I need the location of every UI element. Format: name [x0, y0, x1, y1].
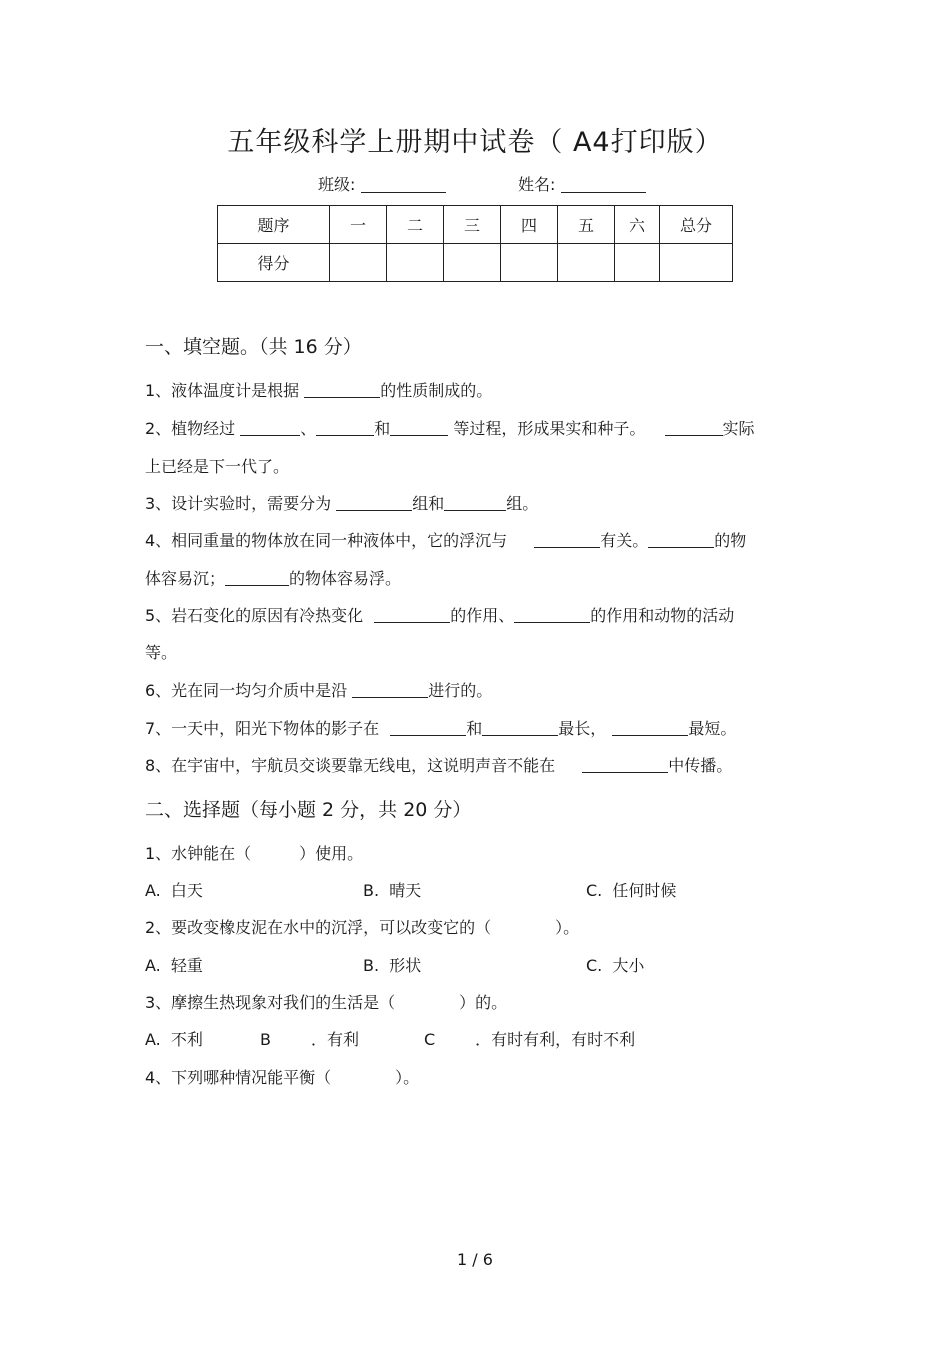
option-text: ．有利	[310, 1030, 359, 1049]
q-text: 和	[374, 419, 391, 438]
choice-option-b[interactable]	[260, 1027, 359, 1050]
q-text: 3、设计实验时，需要分为	[145, 494, 337, 513]
score-cell: 得分	[218, 244, 330, 282]
score-cell: 一	[330, 206, 387, 244]
class-label: 班级:	[318, 175, 356, 194]
score-input-cell[interactable]	[330, 244, 387, 282]
choice-question-4: 4、下列哪种情况能平衡（ ）。	[145, 1068, 420, 1087]
score-cell: 六	[615, 206, 660, 244]
section1-heading: 一、填空题。（共 16 分）	[145, 336, 362, 358]
q-text: 的物	[714, 531, 747, 550]
score-cell: 四	[501, 206, 558, 244]
q-text: 体容易沉；	[145, 569, 226, 588]
answer-blank[interactable]	[582, 755, 668, 773]
option-text: ．有时有利，有时不利	[475, 1030, 636, 1049]
score-input-cell[interactable]	[615, 244, 660, 282]
class-field	[318, 172, 446, 195]
answer-blank[interactable]	[316, 418, 374, 436]
score-input-cell[interactable]	[558, 244, 615, 282]
name-field	[518, 172, 646, 195]
q-text: 6、光在同一均匀介质中是沿	[145, 681, 353, 700]
option-letter: B	[260, 1030, 271, 1049]
q-text: 组。	[506, 494, 539, 513]
q-text: 和	[466, 719, 483, 738]
score-table	[217, 205, 733, 282]
name-blank[interactable]	[561, 174, 646, 193]
fill-question-5-cont: 等。	[145, 643, 178, 662]
score-cell: 三	[444, 206, 501, 244]
section2-heading: 二、选择题（每小题 2 分，共 20 分）	[145, 799, 472, 821]
answer-blank[interactable]	[534, 530, 600, 548]
q-text: 的性质制成的。	[380, 381, 493, 400]
score-input-cell[interactable]	[660, 244, 733, 282]
score-input-cell[interactable]	[387, 244, 444, 282]
answer-blank[interactable]	[612, 718, 688, 736]
answer-blank[interactable]	[648, 530, 714, 548]
q-text: 5、岩石变化的原因有冷热变化	[145, 606, 369, 625]
choice-option-b[interactable]: B. 晴天	[363, 881, 422, 900]
score-input-cell[interactable]	[444, 244, 501, 282]
q-text: 等过程，形成果实和种子。	[448, 419, 651, 438]
choice-option-a[interactable]: A. 白天	[145, 881, 203, 900]
option-letter: C	[424, 1030, 436, 1049]
score-cell: 二	[387, 206, 444, 244]
answer-blank[interactable]	[514, 605, 590, 623]
answer-blank[interactable]	[374, 605, 450, 623]
fill-question-2	[145, 416, 755, 439]
score-cell: 五	[558, 206, 615, 244]
choice-option-c[interactable]: C. 大小	[586, 956, 645, 975]
choice-question-2: 2、要改变橡皮泥在水中的沉浮，可以改变它的（ ）。	[145, 918, 580, 937]
q-text: 4、相同重量的物体放在同一种液体中，它的浮沉与	[145, 531, 513, 550]
fill-question-6	[145, 678, 492, 701]
q-text: 1、液体温度计是根据	[145, 381, 305, 400]
answer-blank[interactable]	[390, 718, 466, 736]
choice-option-a[interactable]: A. 不利	[145, 1030, 203, 1049]
fill-question-4-cont	[145, 566, 401, 589]
q-text: 的作用、	[450, 606, 515, 625]
answer-blank[interactable]	[482, 718, 558, 736]
choice-option-b[interactable]: B. 形状	[363, 956, 422, 975]
q-text: 、	[300, 419, 317, 438]
q-text: 最短。	[688, 719, 737, 738]
choice-option-c[interactable]	[424, 1027, 635, 1050]
score-table-header-row	[218, 206, 733, 244]
class-blank[interactable]	[361, 174, 446, 193]
fill-question-5	[145, 603, 734, 626]
q-text: 进行的。	[428, 681, 493, 700]
name-label: 姓名:	[518, 175, 556, 194]
answer-blank[interactable]	[444, 493, 506, 511]
q-text: 有关。	[600, 531, 649, 550]
q-text: 中传播。	[668, 756, 733, 775]
q-text: 2、植物经过	[145, 419, 241, 438]
fill-question-2-cont: 上已经是下一代了。	[145, 457, 290, 476]
fill-question-3	[145, 491, 538, 514]
choice-option-a[interactable]: A. 轻重	[145, 956, 203, 975]
answer-blank[interactable]	[240, 418, 300, 436]
fill-question-7	[145, 716, 736, 739]
choice-question-3: 3、摩擦生热现象对我们的生活是（ ）的。	[145, 993, 508, 1012]
page-title: 五年级科学上册期中试卷（ A4打印版）	[227, 127, 723, 158]
score-cell: 题序	[218, 206, 330, 244]
answer-blank[interactable]	[390, 418, 448, 436]
q-text: 实际	[722, 419, 755, 438]
choice-option-c[interactable]: C. 任何时候	[586, 881, 677, 900]
q-text: 的物体容易浮。	[289, 569, 402, 588]
q-text: 组和	[412, 494, 445, 513]
fill-question-8	[145, 753, 732, 776]
q-text: 7、一天中，阳光下物体的影子在	[145, 719, 385, 738]
score-cell: 总分	[660, 206, 733, 244]
answer-blank[interactable]	[336, 493, 412, 511]
q-text: 最长，	[558, 719, 607, 738]
answer-blank[interactable]	[352, 680, 428, 698]
q-text: 的作用和动物的活动	[590, 606, 735, 625]
page-number: 1 / 6	[457, 1250, 493, 1269]
fill-question-1	[145, 378, 492, 401]
score-table-score-row	[218, 244, 733, 282]
answer-blank[interactable]	[665, 418, 723, 436]
score-input-cell[interactable]	[501, 244, 558, 282]
fill-question-4	[145, 528, 746, 551]
answer-blank[interactable]	[225, 568, 289, 586]
q-text: 8、在宇宙中，宇航员交谈要靠无线电，这说明声音不能在	[145, 756, 561, 775]
answer-blank[interactable]	[304, 380, 380, 398]
choice-question-1: 1、水钟能在（ ）使用。	[145, 844, 364, 863]
